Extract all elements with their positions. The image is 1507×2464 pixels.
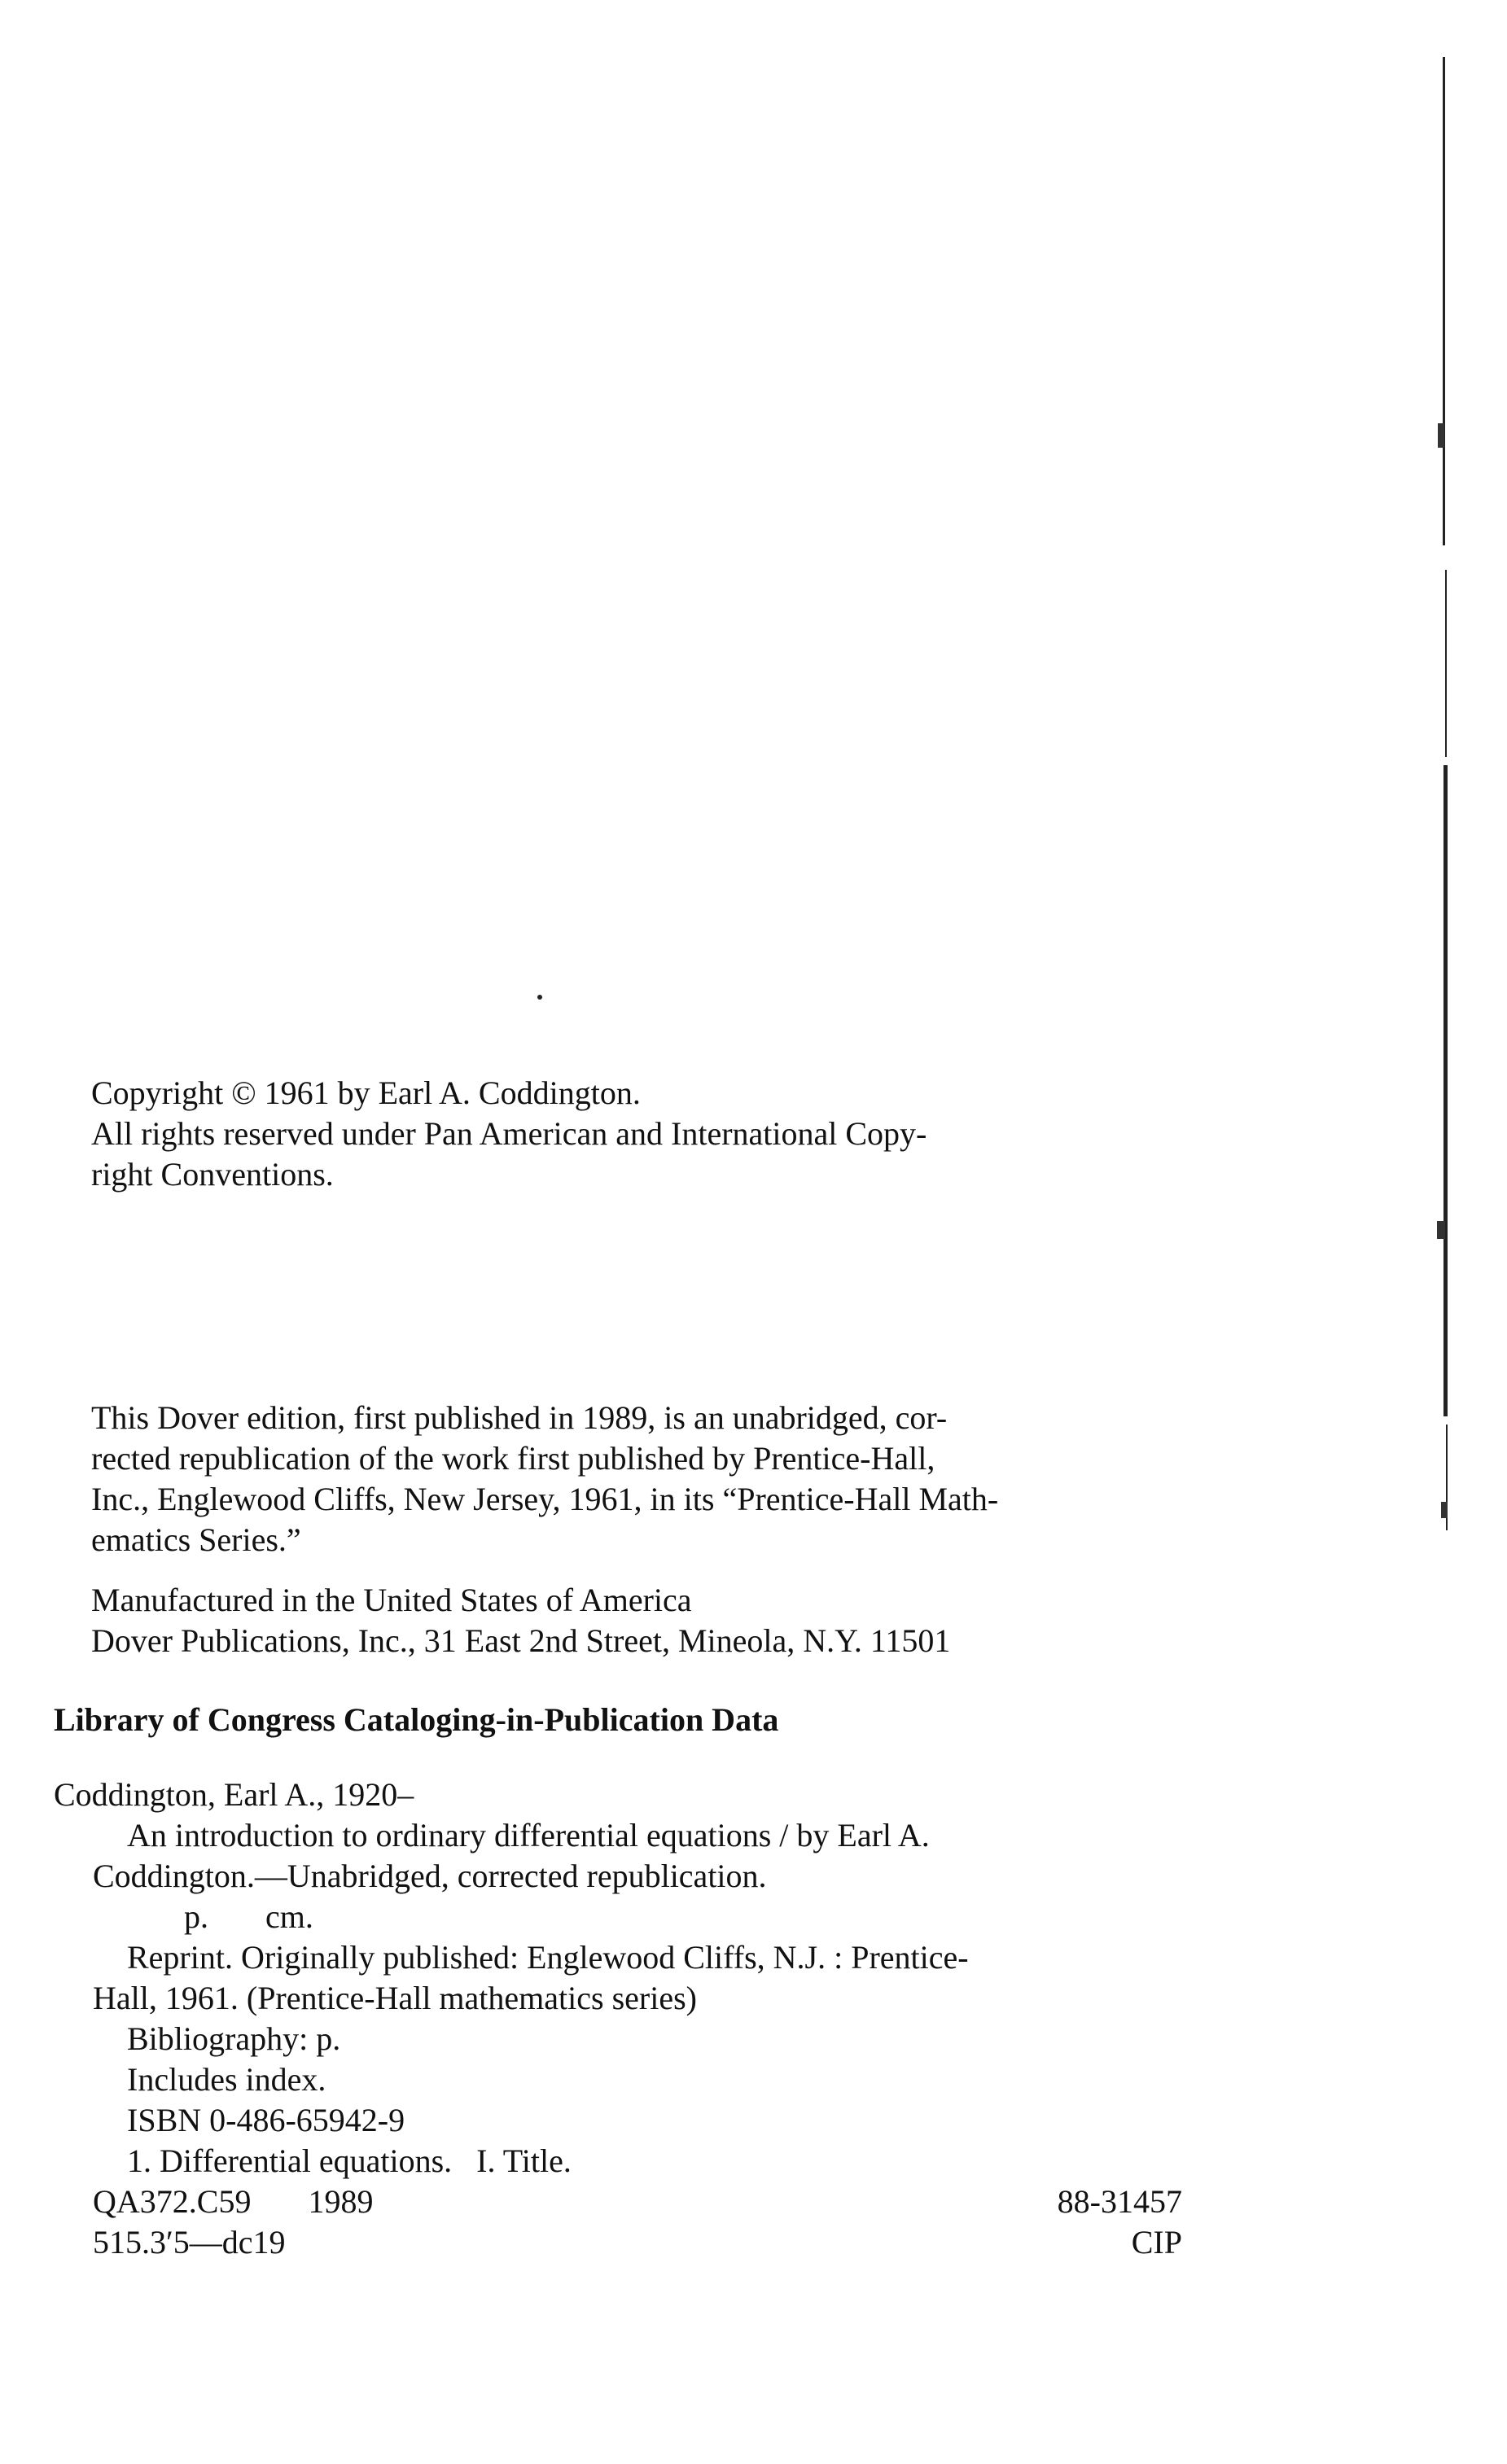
cip-pages-cm: cm. (265, 1898, 313, 1935)
publisher-info (91, 1580, 1150, 1661)
scan-speck (1437, 1221, 1445, 1239)
copyright-line: right Conventions. (91, 1156, 334, 1193)
copyright-notice (91, 1073, 1150, 1195)
cip-title-line: Coddington.—Unabridged, corrected republication. (93, 1858, 767, 1894)
cip-pages (54, 1897, 1169, 1937)
publisher-line: Manufactured in the United States of America (91, 1582, 692, 1618)
scan-speck (1441, 1502, 1448, 1518)
cip-index: Includes index. (127, 2061, 326, 2098)
edition-line: This Dover edition, first published in 1989, is an unabridged, cor- (91, 1399, 948, 1436)
cip-subjects: 1. Differential equations. I. Title. (127, 2142, 572, 2179)
edition-line: ematics Series.” (91, 1521, 301, 1558)
scan-edge-line (1443, 57, 1445, 545)
cip-reprint-line: Reprint. Originally published: Englewood Cliffs, N.J. : Prentice- (127, 1939, 969, 1976)
cip-lc-call: QA372.C59 (93, 2183, 252, 2220)
cip-heading: Library of Congress Cataloging-in-Publication Data (54, 1701, 779, 1738)
edition-line: rected republication of the work first published by Prentice-Hall, (91, 1440, 935, 1477)
cip-call-row (54, 2182, 1182, 2222)
cip-reprint-line: Hall, 1961. (Prentice-Hall mathematics series) (93, 1980, 697, 2016)
cip-bibliography: Bibliography: p. (127, 2020, 341, 2057)
cip-dewey-row (54, 2222, 1182, 2263)
edition-line: Inc., Englewood Cliffs, New Jersey, 1961, in its “Prentice-Hall Math- (91, 1481, 999, 1517)
cip-isbn: ISBN 0-486-65942-9 (127, 2102, 405, 2138)
cip-dewey: 515.3′5—dc19 (93, 2224, 286, 2260)
scan-speck (1438, 423, 1444, 448)
cip-pages-p: p. (184, 1898, 208, 1935)
cip-label: CIP (1131, 2224, 1182, 2260)
scan-edge-line (1445, 570, 1447, 757)
cip-lc-year: 1989 (308, 2183, 374, 2220)
copyright-line: Copyright © 1961 by Earl A. Coddington. (91, 1074, 641, 1111)
cip-lccn: 88-31457 (1057, 2183, 1182, 2220)
cip-call-number (93, 2182, 430, 2222)
publisher-line: Dover Publications, Inc., 31 East 2nd Street, Mineola, N.Y. 11501 (91, 1622, 951, 1659)
cip-title-line: An introduction to ordinary differential equations / by Earl A. (127, 1817, 930, 1853)
cip-record (54, 1775, 1182, 2263)
edition-note (91, 1398, 1150, 1560)
scan-edge-line (1443, 765, 1448, 1416)
copyright-line: All rights reserved under Pan American and International Copy- (91, 1115, 927, 1152)
scan-speck (537, 995, 542, 1000)
cip-author: Coddington, Earl A., 1920– (54, 1776, 414, 1813)
